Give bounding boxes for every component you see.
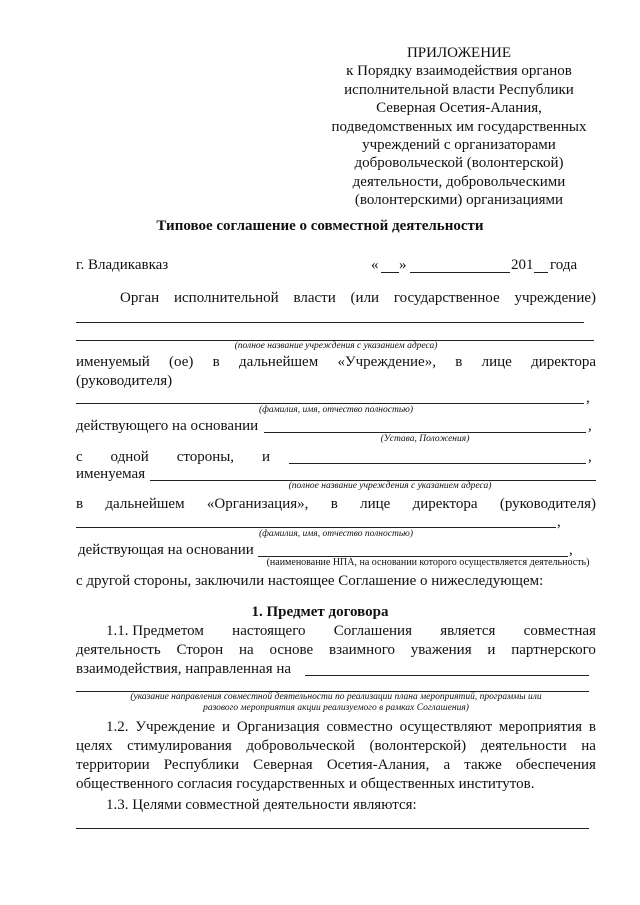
- word: партнерского: [511, 642, 596, 658]
- word: 1.2.: [106, 719, 129, 735]
- date-year-word: года: [550, 257, 578, 273]
- word: дальнейшем: [239, 354, 319, 370]
- appendix-line: исполнительной власти Республики: [344, 81, 574, 98]
- place-text: г. Владикавказ: [76, 257, 169, 273]
- appendix-line: деятельности, добровольческими: [352, 173, 566, 190]
- comma: ,: [588, 449, 592, 465]
- word: в: [330, 496, 338, 512]
- section-title: 1. Предмет договора: [251, 604, 389, 620]
- word: государственное: [393, 290, 500, 306]
- word: настоящего: [232, 623, 306, 639]
- date-year-prefix: 201: [511, 257, 534, 273]
- word: мероприятия: [498, 719, 583, 735]
- caption-npa: (наименование НПА, на основании которого осуществляется деятельность): [266, 557, 590, 568]
- caption-direction-2: разового мероприятия акции реализуемого в рамках Соглашения): [203, 703, 469, 713]
- named-continuation: (руководителя): [76, 373, 173, 389]
- word: Организация: [236, 719, 320, 735]
- word: в: [76, 496, 84, 512]
- word: основе: [269, 642, 314, 658]
- p1-line1: [106, 622, 596, 641]
- word: совместная: [523, 623, 596, 639]
- named2-label: именуемая: [76, 466, 146, 482]
- date-month-blank: [410, 272, 510, 273]
- intro-line: [120, 289, 596, 308]
- word: территории: [76, 757, 150, 773]
- word: одной: [110, 449, 149, 465]
- fill-line: [305, 675, 589, 676]
- comma: ,: [588, 418, 592, 434]
- fill-line: [76, 527, 556, 528]
- appendix-line: к Порядку взаимодействия органов: [346, 63, 572, 80]
- caption-charter: (Устава, Положения): [380, 434, 470, 444]
- appendix-line: Северная Осетия-Алания,: [376, 100, 542, 117]
- comma: ,: [569, 542, 573, 558]
- word: целях: [76, 738, 113, 754]
- word: в: [212, 354, 220, 370]
- word: учреждение): [514, 290, 596, 306]
- word: обеспечения: [515, 757, 596, 773]
- word: в: [455, 354, 463, 370]
- word: совместно: [326, 719, 393, 735]
- word: и: [487, 642, 496, 658]
- word: уважения: [410, 642, 472, 658]
- word: а: [443, 757, 451, 773]
- appendix-line: добровольческой (волонтерской): [354, 155, 564, 172]
- word: и: [261, 449, 270, 465]
- word: и: [221, 719, 230, 735]
- p2-line2: [76, 737, 596, 756]
- named-line: [76, 353, 596, 372]
- word: директора: [412, 496, 478, 512]
- word: (ое): [169, 354, 194, 370]
- word: Учреждение: [135, 719, 216, 735]
- word: с: [76, 449, 83, 465]
- caption-director-name: (фамилия, имя, отчество полностью): [258, 405, 414, 415]
- fill-line: [76, 322, 584, 323]
- basis2-label: действующая на основании: [78, 542, 254, 558]
- word: Соглашения: [333, 623, 412, 639]
- word: (или: [350, 290, 380, 306]
- date-year-blank: [534, 272, 548, 273]
- org-line: [76, 495, 596, 514]
- word: также: [464, 757, 502, 773]
- word: в: [588, 719, 596, 735]
- fill-line: [264, 432, 586, 433]
- word: (руководителя): [499, 496, 596, 512]
- word: Орган: [120, 290, 160, 306]
- word: взаимного: [328, 642, 395, 658]
- document-title: Типовое соглашение о совместной деятельности: [156, 218, 484, 234]
- closing-line: с другой стороны, заключили настоящее Соглашение о нижеследующем:: [76, 573, 544, 589]
- p1-line2: [76, 641, 596, 660]
- word: деятельность: [76, 642, 161, 658]
- word: является: [440, 623, 496, 639]
- word: (волонтерской): [369, 738, 467, 754]
- caption-org: (полное название учреждения с указанием адреса): [288, 481, 492, 491]
- word: добровольческой: [246, 738, 355, 754]
- caption-direction-1: (указание направления совместной деятельности по реализации плана мероприятий, программы или: [130, 692, 542, 702]
- appendix-line: (волонтерскими) организациями: [354, 192, 564, 209]
- p3-line: 1.3. Целями совместной деятельности являются:: [106, 797, 417, 813]
- word: директора: [531, 354, 596, 370]
- fill-line: [289, 463, 586, 464]
- fill-line: [76, 828, 589, 829]
- word: стимулирования: [127, 738, 232, 754]
- date-quote-open: «: [371, 257, 379, 273]
- word: именуемый: [76, 354, 150, 370]
- appendix-line: учреждений с организаторами: [362, 137, 556, 154]
- word: исполнительной: [173, 290, 279, 306]
- p2-line3: [76, 756, 596, 775]
- word: деятельности: [480, 738, 567, 754]
- appendix-header: [318, 44, 600, 210]
- fill-line: [76, 403, 584, 404]
- word: лице: [360, 496, 391, 512]
- word: стороны,: [176, 449, 235, 465]
- comma: ,: [557, 514, 561, 530]
- word: на: [238, 642, 254, 658]
- word: Республики: [163, 757, 240, 773]
- p2-line1: [106, 718, 596, 737]
- word: Сторон: [176, 642, 224, 658]
- word: власти: [293, 290, 336, 306]
- date-quote-close: »: [399, 257, 407, 273]
- word: «Учреждение»,: [337, 354, 436, 370]
- caption-director2-name: (фамилия, имя, отчество полностью): [258, 529, 414, 539]
- word: лице: [481, 354, 512, 370]
- word: на: [581, 738, 596, 754]
- word: осуществляют: [399, 719, 493, 735]
- caption-institution: (полное название учреждения с указанием адреса): [234, 341, 438, 351]
- basis-label: действующего на основании: [76, 418, 259, 434]
- appendix-title: ПРИЛОЖЕНИЕ: [406, 45, 512, 61]
- p2-line4: общественного согласия государственных и общественных институтов.: [76, 776, 535, 792]
- date-day-blank: [381, 272, 399, 273]
- word: дальнейшем: [105, 496, 185, 512]
- word: Осетия-Алания,: [326, 757, 430, 773]
- comma: ,: [586, 390, 590, 406]
- word: 1.1. Предметом: [106, 623, 204, 639]
- word: «Организация»,: [206, 496, 309, 512]
- appendix-line: подведомственных им государственных: [331, 118, 587, 135]
- p1-line3: взаимодействия, направленная на: [76, 661, 292, 677]
- word: Северная: [253, 757, 313, 773]
